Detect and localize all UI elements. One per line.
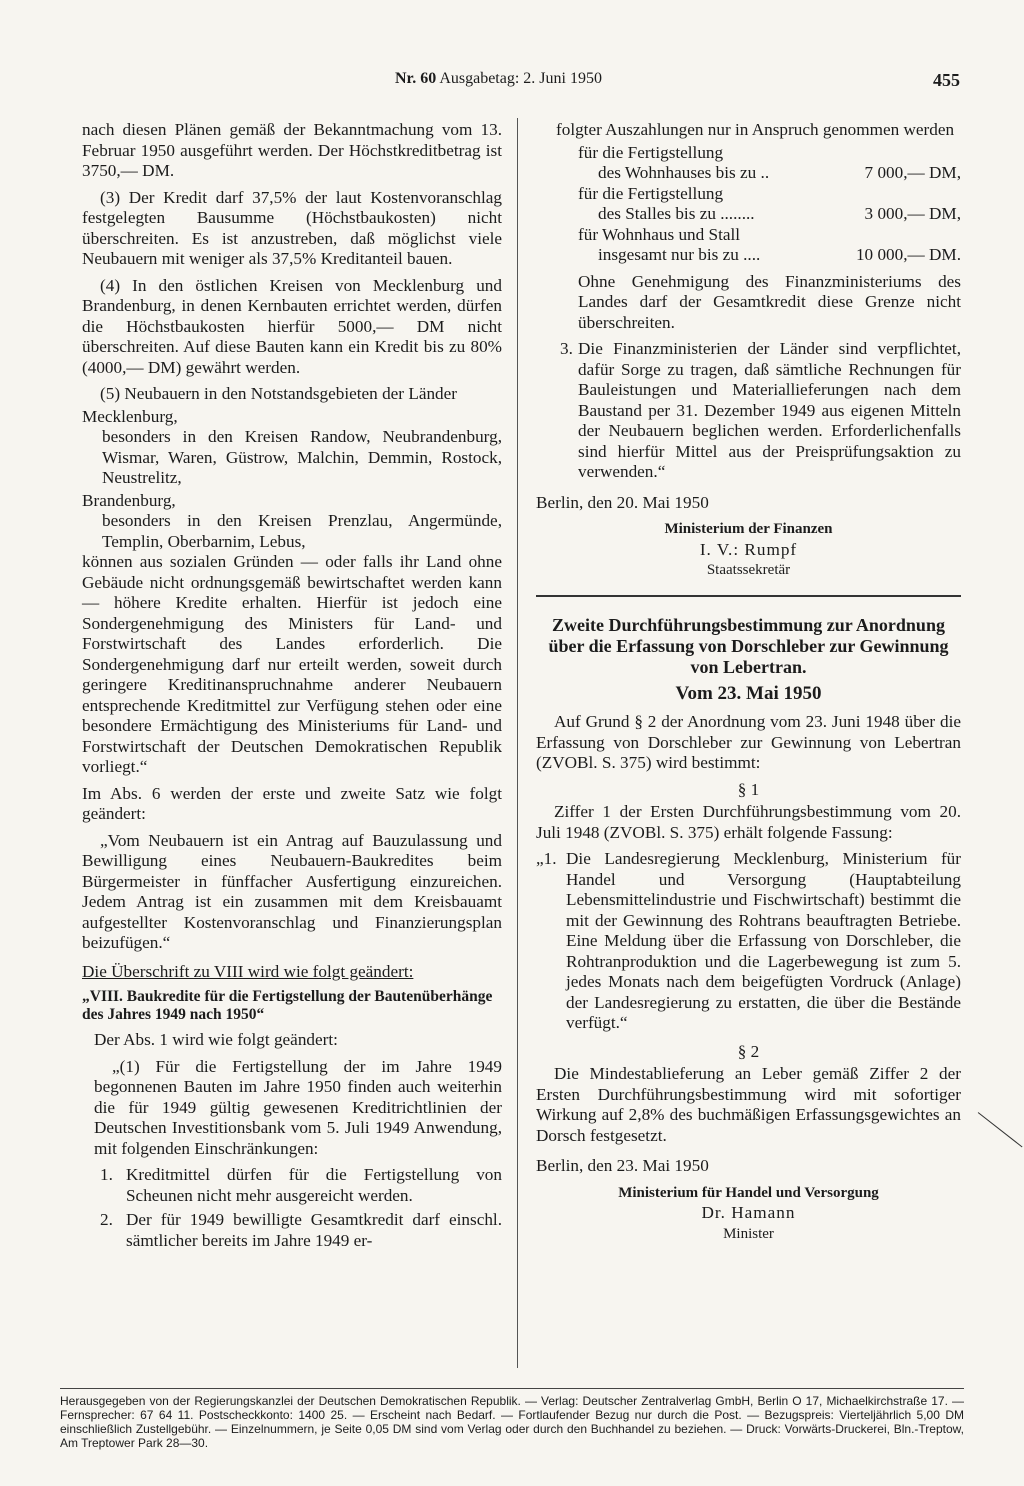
list-item-number: 2. bbox=[100, 1210, 113, 1229]
signer-name-1: I. V.: Rumpf bbox=[699, 539, 798, 559]
place-date-2: Berlin, den 23. Mai 1950 bbox=[536, 1156, 709, 1175]
signer-title-1: Staatssekretär bbox=[706, 562, 791, 578]
list-item-3 bbox=[536, 339, 961, 483]
paragraph-6-intro: Im Abs. 6 werden der erste und zweite Satz wie folgt geändert: bbox=[82, 783, 502, 823]
limit-row bbox=[536, 245, 961, 266]
section-2-heading: § 2 bbox=[737, 1041, 760, 1061]
list-item-number: 3. bbox=[560, 339, 573, 358]
document-date: Vom 23. Mai 1950 bbox=[675, 682, 822, 704]
section-viii-title: „VIII. Baukredite für die Fertigstellung der Bautenüberhänge des Jahres 1949 nach 1950“ bbox=[82, 988, 493, 1023]
paragraph-5-continued: können aus sozialen Gründen — oder falls ihr Land ohne Gebäude nicht ordnungsgemäß bewirtschaftet werden kann — höhere Kredite erhalten. Hierfür ist jedoch eine Sondergenehmigung des Ministers für Land- und Forstwirtschaft des Landes erforderlich. Die Sondergenehmigung darf nur erteilt werden, soweit durch geringere Kreditinanspruchnahme anderer Neubauern entsprechende Kreditmittel zur Verfügung stehen oder eine besondere Ermächtigung des Ministeriums für Land- und Forstwirtschaft der Deutschen Demokratischen Republik vorliegt.“ bbox=[82, 552, 502, 776]
mecklenburg-districts: besonders in den Kreisen Randow, Neubrandenburg, Wismar, Waren, Güstrow, Malchin, Demmin, Rostock, Neustrelitz, bbox=[102, 427, 502, 487]
list-item-text: Die Finanzministerien der Länder sind verpflichtet, dafür Sorge zu tragen, daß sämtliche Rechnungen für Bauleistungen und Materiallieferungen nach dem Baustand per 31. Dezember 1949 aus eigenen Mitteln der Neubauern beglichen werden. Erforderlichenfalls sind hierfür Mittel aus der Preisprüfungsaktion zu verwenden.“ bbox=[578, 339, 961, 481]
section-2-text: Die Mindestablieferung an Leber gemäß Ziffer 2 der Ersten Durchführungsbestimmung wird mit sofortiger Wirkung auf 2,8% des buchmäßigen Erfassungsgewichtes an Dorsch festgesetzt. bbox=[536, 1064, 961, 1145]
limit-label: für die Fertigstellung bbox=[578, 142, 724, 162]
limit-amount: 10 000,— DM. bbox=[855, 245, 961, 264]
list-item-text: Kreditmittel dürfen für die Fertigstellung von Scheunen nicht mehr ausgereicht werden. bbox=[126, 1165, 502, 1205]
approval-note: Ohne Genehmigung des Finanzministeriums des Landes darf der Gesamtkredit diese Grenze nicht überschreiten. bbox=[578, 271, 961, 332]
list-item-number: „1. bbox=[536, 849, 557, 868]
paragraph-5: (5) Neubauern in den Notstandsgebieten der Länder bbox=[100, 384, 457, 403]
limit-row bbox=[536, 163, 961, 184]
place-date-1: Berlin, den 20. Mai 1950 bbox=[536, 492, 709, 512]
list-item-number: 1. bbox=[100, 1165, 113, 1184]
limit-description: des Stalles bis zu ........ bbox=[598, 204, 755, 223]
signer-name-2: Dr. Hamann bbox=[701, 1203, 796, 1222]
preamble: Auf Grund § 2 der Anordnung vom 23. Juni 1948 über die Erfassung von Dorschleber zur Gewinnung von Lebertran (ZVOBl. S. 375) wird bestimmt: bbox=[536, 712, 961, 772]
signer-title-2: Minister bbox=[723, 1225, 774, 1242]
limit-label: für die Fertigstellung bbox=[578, 183, 724, 203]
limit-amount: 3 000,— DM, bbox=[864, 204, 961, 223]
publication-footer: Herausgegeben von der Regierungskanzlei der Deutschen Demokratischen Republik. — Verlag: Deutscher Zentralverlag GmbH, Berlin O 17, Michaelkirchstraße 17. — Fernsprecher: 67 64 11. Postscheckkonto: 1400 25. — Erscheint nach Bedarf. — Fortlaufender Bezug nur durch die Post. — Bezugspreis: Vierteljährlich 5,00 DM einschließlich Zustellgebühr. — Einzelnummern, je Seite 0,05 DM sind vom Verlag oder durch den Buchhandel zu beziehen. — Druck: Vorwärts-Druckerei, Bln.-Treptow, Am Treptower Park 28—30. bbox=[60, 1394, 964, 1450]
issue-number: Nr. 60 bbox=[395, 70, 437, 87]
limit-row bbox=[536, 204, 961, 225]
paragraph-continued: nach diesen Plänen gemäß der Bekanntmachung vom 13. Februar 1950 ausgeführt werden. Der Höchstkreditbetrag ist 3750,— DM. bbox=[82, 120, 502, 180]
page-header bbox=[60, 70, 960, 94]
scan-mark bbox=[978, 1112, 1023, 1147]
section-1-heading: § 1 bbox=[737, 779, 760, 799]
abs1-quote: „(1) Für die Fertigstellung der im Jahre 1949 begonnenen Bauten im Jahre 1950 finden auch weiterhin die für 1949 gültig gewesenen Kreditrichtlinien der Deutschen Investitionsbank vom 5. Juli 1949 Anwendung, mit folgenden Einschränkungen: bbox=[94, 1056, 502, 1158]
issue-date: Ausgabetag: 2. Juni 1950 bbox=[439, 70, 602, 87]
paragraph-continued: folgter Auszahlungen nur in Anspruch genommen werden bbox=[556, 120, 955, 139]
left-column bbox=[82, 120, 502, 1251]
paragraph-3: (3) Der Kredit darf 37,5% der laut Kostenvoranschlag festgelegten Bausumme (Höchstbaukosten) nicht überschreiten. Es ist anzustreben, daß möglichst viele Neubauern mit weniger als 37,5% Kreditanteil bauen. bbox=[82, 187, 502, 268]
document-heading: Zweite Durchführungsbestimmung zur Anordnung über die Erfassung von Dorschleber zur Gewinnung von Lebertran. bbox=[548, 614, 949, 677]
state-brandenburg: Brandenburg, bbox=[82, 490, 176, 510]
paragraph-6-quote: „Vom Neubauern ist ein Antrag auf Bauzulassung und Bewilligung eines Neubauern-Baukredites beim Bürgermeister in fünffacher Ausfertigung einzureichen. Jedem Antrag ist ein zusammen mit dem Kreisbauamt aufgestellter Kostenvoranschlag und Finanzierungsplan beizufügen.“ bbox=[82, 830, 502, 952]
column-divider bbox=[517, 118, 518, 1368]
section-separator bbox=[536, 595, 961, 597]
list-item-2 bbox=[82, 1210, 502, 1251]
section-1-text: Ziffer 1 der Ersten Durchführungsbestimmung vom 20. Juli 1948 (ZVOBl. S. 375) erhält folgende Fassung: bbox=[536, 802, 961, 842]
paragraph-4: (4) In den östlichen Kreisen von Mecklenburg und Brandenburg, in denen Kernbauten errichtet werden, dürfen die Höchstbaukosten hierfür 5000,— DM nicht überschreiten. Auf diese Bauten kann ein Kredit bis zu 80% (4000,— DM) gewährt werden. bbox=[82, 275, 502, 377]
signing-ministry-2: Ministerium für Handel und Versorgung bbox=[618, 1184, 879, 1201]
list-item-1 bbox=[82, 1165, 502, 1206]
limit-label: für Wohnhaus und Stall bbox=[578, 224, 741, 244]
limit-description: des Wohnhauses bis zu .. bbox=[598, 163, 770, 182]
abs1-intro: Der Abs. 1 wird wie folgt geändert: bbox=[94, 1030, 338, 1049]
issue-line bbox=[395, 70, 602, 88]
state-mecklenburg: Mecklenburg, bbox=[82, 406, 178, 426]
list-item-text: Die Landesregierung Mecklenburg, Ministerium für Handel und Versorgung (Hauptabteilung Lebensmittelindustrie und Fischwirtschaft) bestimmt die mit der Gewinnung des Rohtrans beauftragten Betriebe. Eine Meldung über die Erfassung von Dorschleber, die Rohtranproduktion und die Lagerbewegung ist zum 5. jedes Monats nach dem beigefügten Vordruck (Anlage) der Landesregierung zu erstatten, die über die Bestände verfügt.“ bbox=[566, 849, 961, 1032]
limit-amount: 7 000,— DM, bbox=[864, 163, 961, 182]
credit-limits bbox=[536, 143, 961, 266]
section-viii-intro: Die Überschrift zu VIII wird wie folgt geändert: bbox=[82, 961, 414, 981]
brandenburg-districts: besonders in den Kreisen Prenzlau, Angermünde, Templin, Oberbarnim, Lebus, bbox=[102, 511, 502, 551]
section-1-item bbox=[536, 849, 961, 1034]
footer-divider bbox=[60, 1388, 964, 1389]
signing-ministry-1: Ministerium der Finanzen bbox=[664, 521, 833, 537]
right-column bbox=[536, 120, 961, 1250]
page-number: 455 bbox=[933, 70, 960, 90]
list-item-text: Der für 1949 bewilligte Gesamtkredit darf einschl. sämtlicher bereits im Jahre 1949 er- bbox=[126, 1210, 502, 1250]
limit-description: insgesamt nur bis zu .... bbox=[598, 245, 761, 264]
